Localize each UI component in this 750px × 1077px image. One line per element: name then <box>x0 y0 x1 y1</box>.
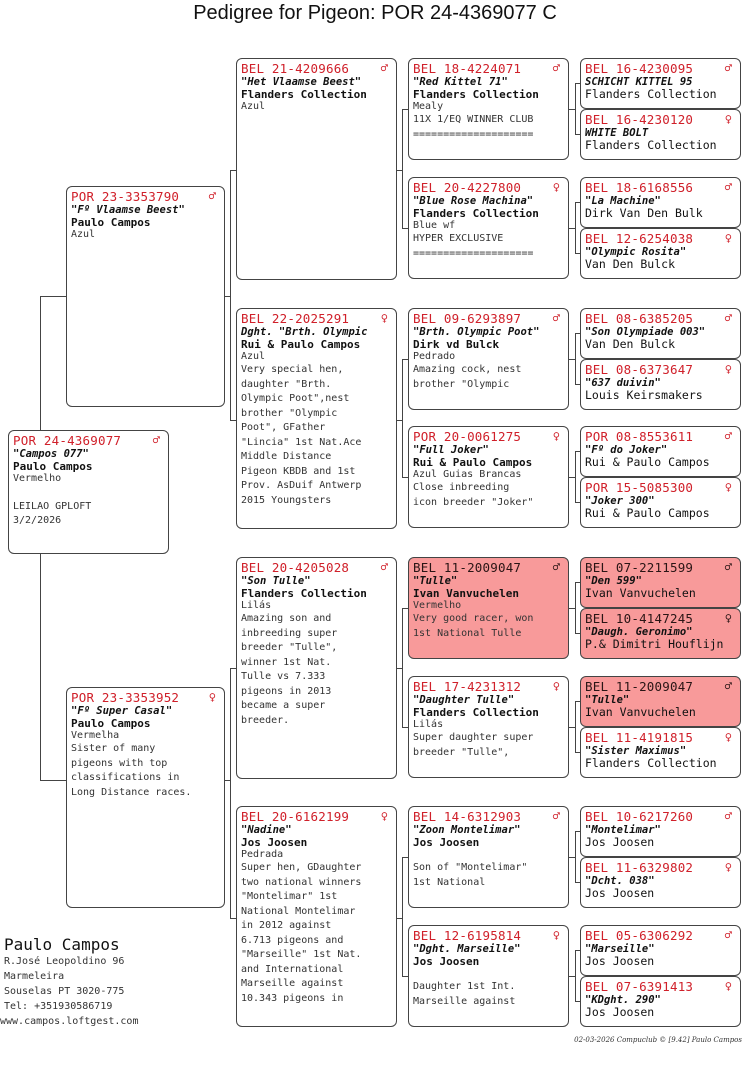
pigeon-name: "Montelimar" <box>585 824 661 836</box>
owner-name: Jos Joosen <box>585 886 655 900</box>
ring-number: BEL 14-6312903 <box>413 809 522 824</box>
owner-name: Flanders Collection <box>585 756 717 770</box>
pigeon-notes: Very good racer, won 1st National Tulle <box>413 613 534 639</box>
pigeon-card-g4[interactable] <box>580 608 741 659</box>
pigeon-color: Lilás <box>241 600 272 611</box>
pigeon-name: "KDght. 290" <box>585 994 661 1006</box>
female-symbol-icon: ♀ <box>208 690 216 704</box>
pigeon-card-g4[interactable] <box>580 308 741 359</box>
male-symbol-icon: ♂ <box>724 679 732 693</box>
pigeon-notes: Close inbreeding icon breeder "Joker" <box>413 482 534 508</box>
pigeon-color: Vermelha <box>71 730 120 741</box>
pigeon-color: Vermelho <box>13 473 62 484</box>
female-symbol-icon: ♀ <box>552 928 560 942</box>
pigeon-card-g4[interactable] <box>580 477 741 528</box>
pigeon-card-g3[interactable] <box>408 806 569 908</box>
pigeon-name: "Het Vlaamse Beest" <box>241 76 362 88</box>
ring-number: BEL 05-6306292 <box>585 928 694 943</box>
owner-name: Rui & Paulo Campos <box>413 456 533 469</box>
pigeon-name: "Son Olympiade 003" <box>585 326 706 338</box>
page-title: Pedigree for Pigeon: POR 24-4369077 C <box>193 2 557 24</box>
pigeon-notes: Son of "Montelimar" 1st National <box>413 862 528 888</box>
ring-number: BEL 11-2009047 <box>413 560 522 575</box>
pigeon-card-g4[interactable] <box>580 426 741 477</box>
male-symbol-icon: ♂ <box>152 433 160 447</box>
female-symbol-icon: ♀ <box>380 311 388 325</box>
ring-number: POR 15-5085300 <box>585 480 694 495</box>
owner-name: Jos Joosen <box>585 835 655 849</box>
male-symbol-icon: ♂ <box>724 180 732 194</box>
owner-name: Flanders Collection <box>241 587 367 600</box>
pigeon-card-g3[interactable] <box>408 426 569 528</box>
ring-number: POR 23-3353790 <box>71 189 180 204</box>
owner-name: Jos Joosen <box>585 954 655 968</box>
male-symbol-icon: ♂ <box>208 189 216 203</box>
ring-number: BEL 20-4227800 <box>413 180 522 195</box>
pigeon-card-gen2[interactable] <box>236 58 397 280</box>
pigeon-name: "Tulle" <box>413 575 458 587</box>
pigeon-color: Azul <box>241 101 266 112</box>
breeder-address-line: Souselas PT 3020-775 <box>4 986 125 997</box>
connector-line <box>575 202 576 253</box>
connector-line <box>575 582 576 633</box>
pigeon-card-g3[interactable] <box>408 676 569 778</box>
ring-number: BEL 18-4224071 <box>413 61 522 76</box>
male-symbol-icon: ♂ <box>724 311 732 325</box>
pigeon-name: "La Machine" <box>585 195 661 207</box>
owner-name: Flanders Collection <box>413 706 539 719</box>
pigeon-notes: Very special hen, daughter "Brth. Olympic Poot",nest brother "Olympic Poot", GFather "Lincia" 1st Nat.Ace Middle Distance Pigeon KBDB and 1st Prov. AsDuif Antwerp 2015 Youngsters <box>241 364 362 506</box>
ring-number: BEL 09-6293897 <box>413 311 522 326</box>
connector-line <box>575 701 576 752</box>
ring-number: BEL 08-6373647 <box>585 362 694 377</box>
ring-number: BEL 10-4147245 <box>585 611 694 626</box>
ring-number: BEL 18-6168556 <box>585 180 694 195</box>
owner-name: Jos Joosen <box>241 836 308 849</box>
pigeon-color: Azul <box>71 229 96 240</box>
pigeon-notes: Amazing son and inbreeding super breeder "Tulle", winner 1st Nat. Tulle vs 7.333 pigeons in 2013 became a super breeder. <box>241 613 338 726</box>
connector-line <box>230 170 231 420</box>
male-symbol-icon: ♂ <box>380 61 388 75</box>
female-symbol-icon: ♀ <box>724 480 732 494</box>
ring-number: BEL 20-4205028 <box>241 560 350 575</box>
owner-name: Jos Joosen <box>585 1005 655 1019</box>
ring-number: BEL 08-6385205 <box>585 311 694 326</box>
pigeon-card-g4[interactable] <box>580 58 741 109</box>
female-symbol-icon: ♀ <box>552 180 560 194</box>
pigeon-card-gen2[interactable] <box>236 557 397 779</box>
connector-line <box>40 780 66 781</box>
male-symbol-icon: ♂ <box>552 61 560 75</box>
pigeon-name: "Sister Maximus" <box>585 745 687 757</box>
male-symbol-icon: ♂ <box>380 560 388 574</box>
ring-number: BEL 16-4230095 <box>585 61 694 76</box>
male-symbol-icon: ♂ <box>724 928 732 942</box>
pigeon-card-g3[interactable] <box>408 177 569 279</box>
breeder-address-line: Marmeleira <box>4 971 65 982</box>
owner-name: Flanders Collection <box>413 207 539 220</box>
pigeon-color: Azul <box>241 351 266 362</box>
pigeon-notes: Amazing cock, nest brother "Olympic <box>413 364 522 390</box>
pigeon-card-g4[interactable] <box>580 359 741 410</box>
owner-name: P.& Dimitri Houflijn <box>585 637 724 651</box>
owner-name: Rui & Paulo Campos <box>585 455 710 469</box>
breeder-address-line: R.José Leopoldino 96 <box>4 956 125 967</box>
pigeon-card-g4[interactable] <box>580 109 741 160</box>
connector-line <box>230 668 231 918</box>
male-symbol-icon: ♂ <box>724 809 732 823</box>
connector-line <box>40 296 41 430</box>
owner-name: Ivan Vanvuchelen <box>585 586 696 600</box>
pigeon-name: "Blue Rose Machina" <box>413 195 534 207</box>
male-symbol-icon: ♂ <box>724 61 732 75</box>
owner-name: Ivan Vanvuchelen <box>585 705 696 719</box>
owner-name: Paulo Campos <box>13 460 93 473</box>
owner-name: Flanders Collection <box>585 138 717 152</box>
male-symbol-icon: ♂ <box>724 429 732 443</box>
pigeon-card-g3[interactable] <box>408 925 569 1027</box>
pigeon-name: "Dght. Marseille" <box>413 943 521 955</box>
connector-line <box>40 554 41 780</box>
print-footer: 02-03-2026 Compuclub © [9.42] Paulo Campos <box>574 1036 742 1044</box>
connector-line <box>575 83 576 134</box>
pigeon-notes: Daughter 1st Int. Marseille against <box>413 981 516 1007</box>
owner-name: Paulo Campos <box>71 216 151 229</box>
female-symbol-icon: ♀ <box>724 730 732 744</box>
owner-name: Van Den Bulck <box>585 337 676 351</box>
pigeon-name: "Daughter Tulle" <box>413 694 515 706</box>
female-symbol-icon: ♀ <box>380 809 388 823</box>
owner-name: Van Den Bulck <box>585 257 676 271</box>
ring-number: BEL 11-6329802 <box>585 860 694 875</box>
breeder-phone: Tel: +351930586719 <box>4 1001 113 1012</box>
ring-number: BEL 07-2211599 <box>585 560 694 575</box>
owner-name: Flanders Collection <box>413 88 539 101</box>
pigeon-card-g3[interactable] <box>408 557 569 659</box>
ring-number: BEL 10-6217260 <box>585 809 694 824</box>
pigeon-name: "Brth. Olympic Poot" <box>413 326 540 338</box>
ring-number: BEL 12-6195814 <box>413 928 522 943</box>
pigeon-name: "Den 599" <box>585 575 642 587</box>
pigeon-card-sire[interactable] <box>66 186 225 407</box>
male-symbol-icon: ♂ <box>724 560 732 574</box>
pigeon-notes: Sister of many pigeons with top classifications in Long Distance races. <box>71 743 192 798</box>
owner-name: Jos Joosen <box>413 955 480 968</box>
pigeon-card-dam[interactable] <box>66 687 225 908</box>
pigeon-name: "Tulle" <box>585 694 630 706</box>
pigeon-card-g4[interactable] <box>580 806 741 857</box>
pigeon-card-g4[interactable] <box>580 925 741 976</box>
breeder-website: www.campos.loftgest.com <box>0 1016 139 1027</box>
pigeon-name: "Zoon Montelimar" <box>413 824 521 836</box>
ring-number: BEL 11-2009047 <box>585 679 694 694</box>
breeder-info <box>0 935 139 1029</box>
pigeon-color: Blue wf <box>413 220 456 231</box>
pigeon-color: Vermelho <box>413 600 462 611</box>
connector-line <box>575 950 576 1001</box>
pigeon-notes: LEILAO GPLOFT 3/2/2026 <box>13 500 92 526</box>
connector-line <box>575 333 576 384</box>
pigeon-card-gen2[interactable] <box>236 308 397 529</box>
pigeon-name: "Nadine" <box>241 824 292 836</box>
pigeon-color <box>413 849 564 861</box>
male-symbol-icon: ♂ <box>552 560 560 574</box>
pigeon-card-gen2[interactable] <box>236 806 397 1027</box>
owner-name: Jos Joosen <box>413 836 480 849</box>
connector-line <box>40 296 66 297</box>
pigeon-color: Mealy <box>413 101 444 112</box>
ring-number: BEL 22-2025291 <box>241 311 350 326</box>
pigeon-name: "Campos 077" <box>13 448 89 460</box>
ring-number: BEL 17-4231312 <box>413 679 522 694</box>
owner-name: Flanders Collection <box>241 88 367 101</box>
pigeon-notes: 11X 1/EQ WINNER CLUB ==================== <box>413 114 534 140</box>
pigeon-name: "Full Joker" <box>413 444 489 456</box>
pigeon-name: "Marseille" <box>585 943 655 955</box>
pigeon-color <box>413 968 564 980</box>
connector-line <box>402 608 403 727</box>
pigeon-name: WHITE BOLT <box>585 127 649 139</box>
pigeon-notes: Super daughter super breeder "Tulle", <box>413 732 534 758</box>
pigeon-card-g4[interactable] <box>580 228 741 279</box>
ring-number: BEL 20-6162199 <box>241 809 350 824</box>
pigeon-name: SCHICHT KITTEL 95 <box>585 76 693 88</box>
ring-number: BEL 16-4230120 <box>585 112 694 127</box>
ring-number: BEL 12-6254038 <box>585 231 694 246</box>
pigeon-card-g3[interactable] <box>408 58 569 160</box>
connector-line <box>402 109 403 228</box>
pigeon-color: Pedrada <box>241 849 284 860</box>
female-symbol-icon: ♀ <box>724 979 732 993</box>
pigeon-name: "Daugh. Geronimo" <box>585 626 693 638</box>
ring-number: POR 23-3353952 <box>71 690 180 705</box>
pigeon-name: "Fº do Joker" <box>585 444 668 456</box>
pigeon-name: "Olympic Rosita" <box>585 246 687 258</box>
ring-number: POR 24-4369077 <box>13 433 122 448</box>
pigeon-name: "Fº Super Casal" <box>71 705 173 717</box>
ring-number: BEL 11-4191815 <box>585 730 694 745</box>
connector-line <box>402 857 403 976</box>
pigeon-name: "637 duivin" <box>585 377 661 389</box>
ring-number: POR 08-8553611 <box>585 429 694 444</box>
female-symbol-icon: ♀ <box>724 112 732 126</box>
pigeon-card-g4[interactable] <box>580 177 741 228</box>
male-symbol-icon: ♂ <box>552 809 560 823</box>
pigeon-color: Pedrado <box>413 351 456 362</box>
pigeon-card-g4[interactable] <box>580 676 741 727</box>
ring-number: BEL 21-4209666 <box>241 61 350 76</box>
female-symbol-icon: ♀ <box>724 231 732 245</box>
pigeon-name: "Red Kittel 71" <box>413 76 508 88</box>
pigeon-name: Dght. "Brth. Olympic <box>241 326 368 338</box>
connector-line <box>575 831 576 882</box>
pigeon-card-g4[interactable] <box>580 557 741 608</box>
pigeon-name: "Fº Vlaamse Beest" <box>71 204 185 216</box>
owner-name: Rui & Paulo Campos <box>585 506 710 520</box>
male-symbol-icon: ♂ <box>552 311 560 325</box>
female-symbol-icon: ♀ <box>724 611 732 625</box>
owner-name: Flanders Collection <box>585 87 717 101</box>
owner-name: Rui & Paulo Campos <box>241 338 361 351</box>
female-symbol-icon: ♀ <box>724 362 732 376</box>
female-symbol-icon: ♀ <box>724 860 732 874</box>
connector-line <box>575 451 576 502</box>
owner-name: Ivan Vanvuchelen <box>413 587 519 600</box>
owner-name: Dirk Van Den Bulk <box>585 206 703 220</box>
ring-number: BEL 07-6391413 <box>585 979 694 994</box>
pigeon-name: "Dcht. 038" <box>585 875 655 887</box>
pigeon-color: Azul Guias Brancas <box>413 469 522 480</box>
pigeon-card-subject[interactable] <box>8 430 169 554</box>
pigeon-card-g4[interactable] <box>580 857 741 908</box>
female-symbol-icon: ♀ <box>552 429 560 443</box>
pigeon-notes: HYPER EXCLUSIVE ==================== <box>413 233 534 259</box>
owner-name: Louis Keirsmakers <box>585 388 703 402</box>
breeder-name: Paulo Campos <box>4 935 120 954</box>
female-symbol-icon: ♀ <box>552 679 560 693</box>
pigeon-name: "Joker 300" <box>585 495 655 507</box>
pigeon-card-g3[interactable] <box>408 308 569 410</box>
pigeon-name: "Son Tulle" <box>241 575 311 587</box>
pigeon-card-g4[interactable] <box>580 727 741 778</box>
ring-number: POR 20-0061275 <box>413 429 522 444</box>
pigeon-card-g4[interactable] <box>580 976 741 1027</box>
owner-name: Dirk vd Bulck <box>413 338 500 351</box>
owner-name: Paulo Campos <box>71 717 151 730</box>
pigeon-notes: Super hen, GDaughter two national winners "Montelimar" 1st National Montelimar in 2012 against 6.713 pigeons and "Marseille" 1st Nat. and International Marseille against 10.343 pigeons in <box>241 862 362 1004</box>
connector-line <box>402 359 403 477</box>
pigeon-color: Lilás <box>413 719 444 730</box>
